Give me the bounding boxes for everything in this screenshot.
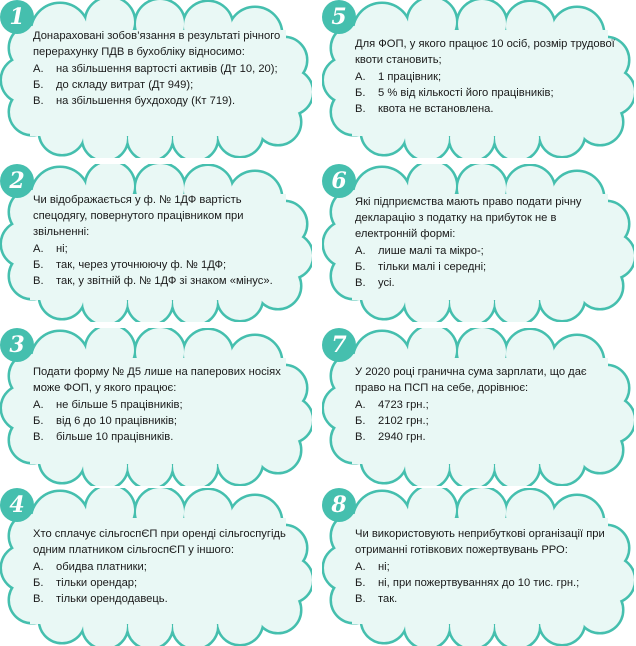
option-letter: В. bbox=[33, 431, 44, 443]
option-text: тільки орендодавець. bbox=[56, 593, 168, 605]
option-letter: А. bbox=[33, 243, 44, 255]
option-text: ні, при пожертвуваннях до 10 тис. грн.; bbox=[378, 577, 580, 589]
card-content bbox=[355, 36, 617, 117]
answer-option bbox=[355, 429, 617, 445]
answer-option bbox=[33, 591, 295, 607]
option-text: усі. bbox=[378, 277, 395, 289]
answer-option bbox=[355, 397, 617, 413]
option-letter: В. bbox=[33, 95, 44, 107]
card-number-badge: 6 bbox=[322, 164, 356, 198]
option-text: квота не встановлена. bbox=[378, 103, 494, 115]
option-letter: В. bbox=[33, 593, 44, 605]
quiz-card bbox=[0, 488, 312, 646]
option-text: 5 % від кількості його працівників; bbox=[378, 87, 554, 99]
card-content bbox=[33, 28, 295, 109]
option-text: більше 10 працівників. bbox=[56, 431, 174, 443]
option-text: від 6 до 10 працівників; bbox=[56, 415, 178, 427]
question-text: Хто сплачує сільгоспЄП при оренді сільгоспугідь одним платником сільгоспЄП у іншого: bbox=[33, 528, 286, 556]
quiz-card bbox=[322, 488, 634, 646]
answer-option bbox=[33, 241, 295, 257]
card-number-badge: 2 bbox=[0, 164, 34, 198]
option-text: 1 працівник; bbox=[378, 71, 442, 83]
quiz-card bbox=[322, 0, 634, 158]
option-letter: А. bbox=[33, 63, 44, 75]
card-number-badge: 3 bbox=[0, 328, 34, 362]
option-letter: Б. bbox=[33, 577, 44, 589]
option-text: на збільшення бухдоходу (Кт 719). bbox=[56, 95, 236, 107]
card-content bbox=[33, 192, 295, 289]
question-text: Які підприємства мають право подати річну декларацію з податку на прибуток не в електронній формі: bbox=[355, 196, 582, 240]
quiz-card bbox=[322, 328, 634, 486]
option-letter: В. bbox=[355, 103, 366, 115]
quiz-card bbox=[0, 0, 312, 158]
answer-option bbox=[33, 93, 295, 109]
option-letter: В. bbox=[355, 593, 366, 605]
option-text: так, через уточнюючу ф. № 1ДФ; bbox=[56, 259, 227, 271]
answer-option bbox=[355, 413, 617, 429]
option-letter: В. bbox=[355, 277, 366, 289]
option-letter: А. bbox=[355, 71, 366, 83]
answer-option bbox=[355, 559, 617, 575]
option-text: не більше 5 працівників; bbox=[56, 399, 183, 411]
card-number-badge: 1 bbox=[0, 0, 34, 34]
question-text: Донараховані зобов’язання в результаті річного перерахунку ПДВ в бухобліку відносимо: bbox=[33, 30, 281, 58]
answer-option bbox=[33, 575, 295, 591]
option-letter: Б. bbox=[33, 415, 44, 427]
answer-option bbox=[355, 259, 617, 275]
option-letter: А. bbox=[355, 399, 366, 411]
card-number-badge: 7 bbox=[322, 328, 356, 362]
answer-option bbox=[355, 85, 617, 101]
card-content bbox=[33, 526, 295, 607]
answer-option bbox=[355, 275, 617, 291]
question-text: Чи відображається у ф. № 1ДФ вартість спецодягу, повернутого працівником при звільненні: bbox=[33, 194, 244, 238]
option-text: на збільшення вартості активів (Дт 10, 20); bbox=[56, 63, 278, 75]
option-text: лише малі та мікро-; bbox=[378, 245, 484, 257]
card-content bbox=[33, 364, 295, 445]
question-text: Для ФОП, у якого працює 10 осіб, розмір трудової квоти становить; bbox=[355, 38, 615, 66]
option-letter: А. bbox=[355, 245, 366, 257]
card-content bbox=[355, 194, 617, 291]
card-number-badge: 5 bbox=[322, 0, 356, 34]
option-letter: Б. bbox=[355, 415, 366, 427]
answer-option bbox=[355, 575, 617, 591]
option-text: обидва платники; bbox=[56, 561, 147, 573]
option-letter: Б. bbox=[355, 577, 366, 589]
option-letter: А. bbox=[355, 561, 366, 573]
option-text: до складу витрат (Дт 949); bbox=[56, 79, 194, 91]
option-letter: Б. bbox=[355, 261, 366, 273]
answer-option bbox=[33, 397, 295, 413]
answer-option bbox=[33, 413, 295, 429]
option-letter: Б. bbox=[33, 259, 44, 271]
card-content bbox=[355, 364, 617, 445]
answer-option bbox=[33, 61, 295, 77]
option-text: 4723 грн.; bbox=[378, 399, 429, 411]
card-content bbox=[355, 526, 617, 607]
answer-option bbox=[355, 591, 617, 607]
option-text: так. bbox=[378, 593, 398, 605]
answer-option bbox=[33, 273, 295, 289]
option-letter: А. bbox=[33, 561, 44, 573]
quiz-card bbox=[0, 164, 312, 322]
option-letter: Б. bbox=[355, 87, 366, 99]
answer-option bbox=[33, 77, 295, 93]
option-letter: В. bbox=[355, 431, 366, 443]
answer-option bbox=[33, 429, 295, 445]
option-letter: Б. bbox=[33, 79, 44, 91]
question-text: У 2020 році гранична сума зарплати, що дає право на ПСП на себе, дорівнює: bbox=[355, 366, 587, 394]
option-text: ні; bbox=[378, 561, 390, 573]
option-text: тільки малі і середні; bbox=[378, 261, 487, 273]
option-text: так, у звітній ф. № 1ДФ зі знаком «мінус». bbox=[56, 275, 273, 287]
option-text: тільки орендар; bbox=[56, 577, 138, 589]
quiz-card bbox=[322, 164, 634, 322]
option-text: 2102 грн.; bbox=[378, 415, 429, 427]
option-letter: А. bbox=[33, 399, 44, 411]
answer-option bbox=[33, 559, 295, 575]
question-text: Чи використовують неприбуткові організації при отриманні готівкових пожертвувань РРО: bbox=[355, 528, 605, 556]
answer-option bbox=[33, 257, 295, 273]
answer-option bbox=[355, 101, 617, 117]
card-number-badge: 8 bbox=[322, 488, 356, 522]
question-text: Подати форму № Д5 лише на паперових носіях може ФОП, у якого працює: bbox=[33, 366, 281, 394]
answer-option bbox=[355, 243, 617, 259]
answer-option bbox=[355, 69, 617, 85]
option-letter: В. bbox=[33, 275, 44, 287]
option-text: 2940 грн. bbox=[378, 431, 426, 443]
quiz-card bbox=[0, 328, 312, 486]
card-number-badge: 4 bbox=[0, 488, 34, 522]
option-text: ні; bbox=[56, 243, 68, 255]
